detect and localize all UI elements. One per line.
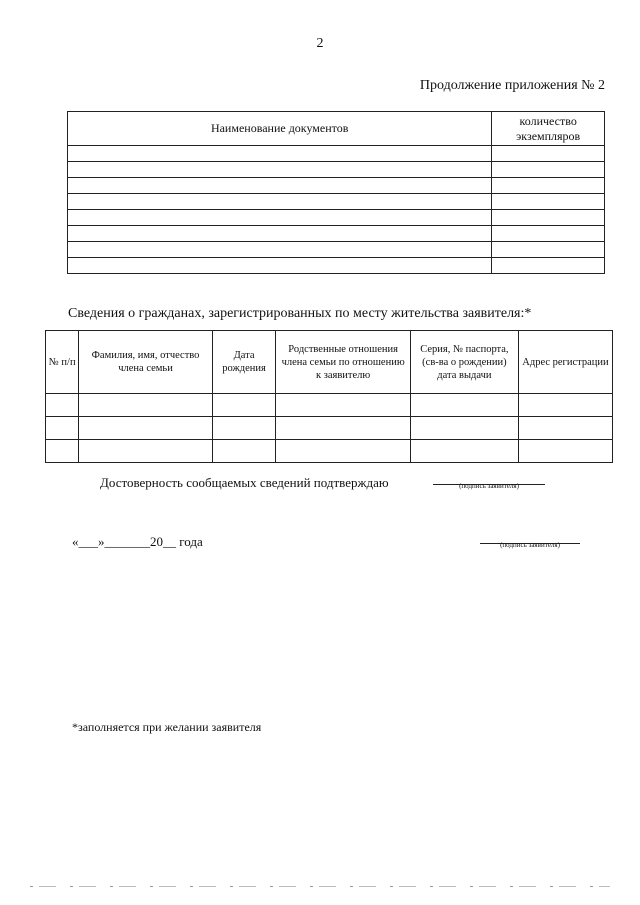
header-document-name: Наименование документов: [68, 112, 492, 146]
document-name-cell[interactable]: [68, 146, 492, 162]
header-full-name: Фамилия, имя, отчество члена семьи: [79, 331, 212, 394]
citizens-section-heading: Сведения о гражданах, зарегистрированных по месту жительства заявителя:*: [68, 306, 532, 321]
document-row: [68, 242, 605, 258]
full-name-cell[interactable]: [79, 417, 212, 440]
passport-cell[interactable]: [410, 417, 518, 440]
row-number-cell[interactable]: [46, 394, 79, 417]
copies-count-cell[interactable]: [492, 210, 605, 226]
birth-date-cell[interactable]: [212, 394, 276, 417]
document-row: [68, 258, 605, 274]
full-name-cell[interactable]: [79, 394, 212, 417]
footnote: *заполняется при желании заявителя: [72, 720, 262, 734]
header-copies-count: количество экземпляров: [492, 112, 605, 146]
document-row: [68, 178, 605, 194]
document-name-cell[interactable]: [68, 162, 492, 178]
address-cell[interactable]: [518, 394, 612, 417]
date-signature-caption: (подпись заявителя): [500, 541, 560, 549]
document-name-cell[interactable]: [68, 210, 492, 226]
copies-count-cell[interactable]: [492, 258, 605, 274]
date-field[interactable]: «___»_______20__ года: [72, 534, 203, 549]
birth-date-cell[interactable]: [212, 417, 276, 440]
header-relationship: Родственные отношения члена семьи по отношению к заявителю: [276, 331, 411, 394]
document-row: [68, 162, 605, 178]
document-name-cell[interactable]: [68, 242, 492, 258]
document-name-cell[interactable]: [68, 194, 492, 210]
row-number-cell[interactable]: [46, 417, 79, 440]
header-passport: Серия, № паспорта, (св-ва о рождении) дата выдачи: [410, 331, 518, 394]
full-name-cell[interactable]: [79, 440, 212, 463]
citizens-table: [45, 330, 613, 463]
documents-table: [67, 111, 605, 274]
citizen-row: [46, 440, 613, 463]
scan-artifact-line: [30, 886, 610, 887]
citizens-table-body: [46, 394, 613, 463]
relationship-cell[interactable]: [276, 394, 411, 417]
copies-count-cell[interactable]: [492, 242, 605, 258]
passport-cell[interactable]: [410, 440, 518, 463]
header-birth-date: Дата рождения: [212, 331, 276, 394]
document-name-cell[interactable]: [68, 258, 492, 274]
copies-count-cell[interactable]: [492, 226, 605, 242]
address-cell[interactable]: [518, 440, 612, 463]
document-name-cell[interactable]: [68, 226, 492, 242]
citizens-table-header-row: [46, 331, 613, 394]
citizen-row: [46, 394, 613, 417]
confirmation-text: Достоверность сообщаемых сведений подтверждаю: [100, 475, 389, 490]
relationship-cell[interactable]: [276, 440, 411, 463]
header-row-number: № п/п: [46, 331, 79, 394]
document-name-cell[interactable]: [68, 178, 492, 194]
page-number: 2: [316, 36, 324, 51]
copies-count-cell[interactable]: [492, 162, 605, 178]
address-cell[interactable]: [518, 417, 612, 440]
documents-table-header-row: [68, 112, 605, 146]
document-row: [68, 210, 605, 226]
appendix-continuation-title: Продолжение приложения № 2: [419, 78, 605, 93]
document-row: [68, 146, 605, 162]
document-row: [68, 226, 605, 242]
copies-count-cell[interactable]: [492, 178, 605, 194]
copies-count-cell[interactable]: [492, 146, 605, 162]
document-row: [68, 194, 605, 210]
passport-cell[interactable]: [410, 394, 518, 417]
birth-date-cell[interactable]: [212, 440, 276, 463]
confirmation-signature-caption: (подпись заявителя): [459, 482, 519, 490]
relationship-cell[interactable]: [276, 417, 411, 440]
header-address: Адрес регистрации: [518, 331, 612, 394]
documents-table-body: [68, 146, 605, 274]
copies-count-cell[interactable]: [492, 194, 605, 210]
citizen-row: [46, 417, 613, 440]
row-number-cell[interactable]: [46, 440, 79, 463]
